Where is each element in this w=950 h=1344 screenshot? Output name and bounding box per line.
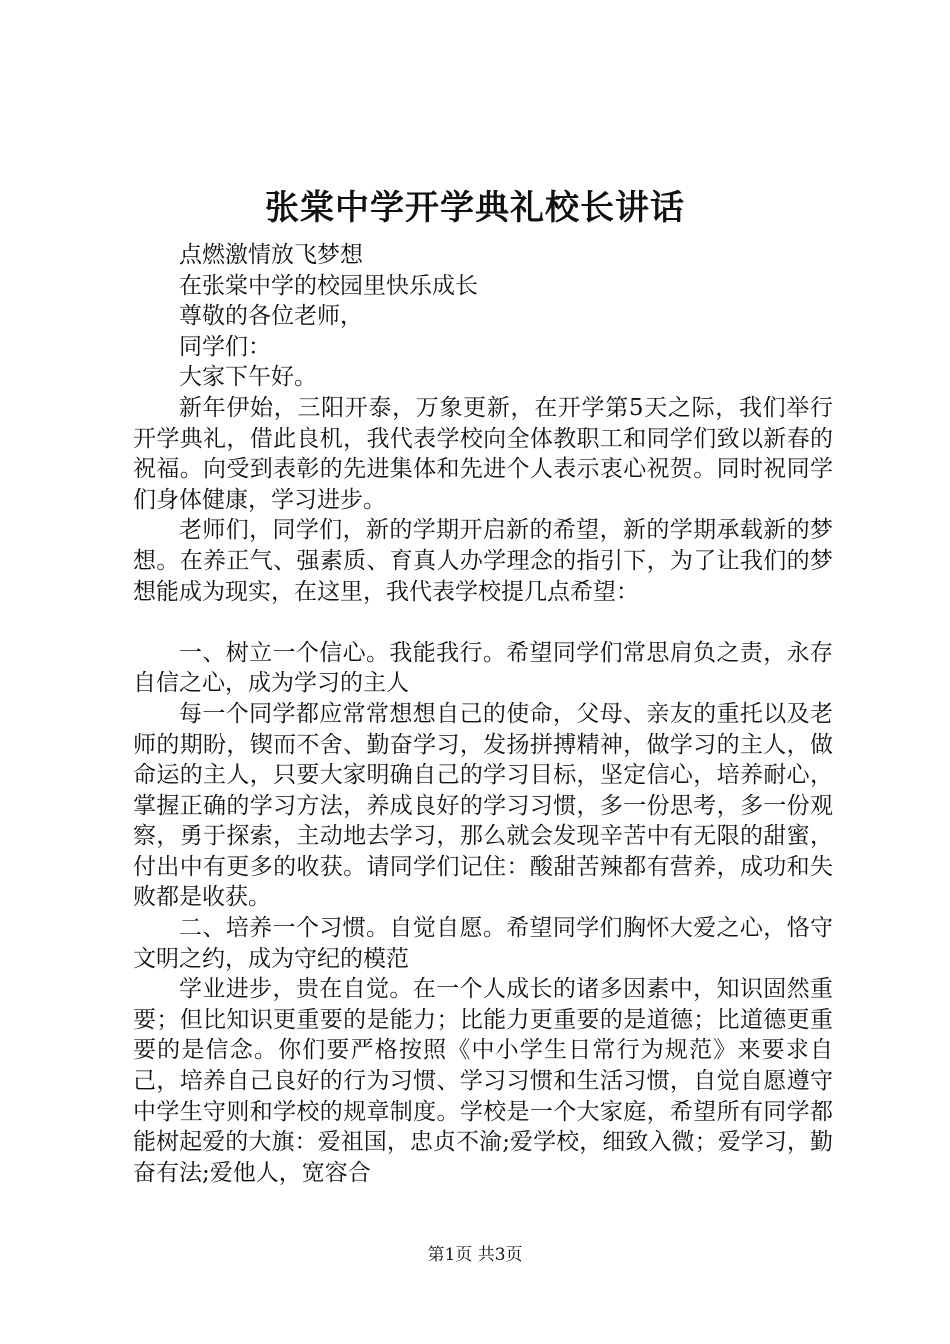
heading-point-two: 二、培养一个习惯。自觉自愿。希望同学们胸怀大爱之心，恪守文明之约，成为守纪的模范 bbox=[133, 915, 833, 972]
heading-point-one: 一、树立一个信心。我能我行。希望同学们常思肩负之责，永存自信之心，成为学习的主人 bbox=[133, 639, 833, 697]
page-number: 第1页 共3页 bbox=[427, 1245, 523, 1265]
paragraph-hopes-intro: 老师们，同学们，新的学期开启新的希望，新的学期承载新的梦想。在养正气、强素质、育真人办学理念的指引下，为了让我们的梦想能成为现实，在这里，我代表学校提几点希望： bbox=[133, 517, 833, 605]
subtitle-line-2: 在张棠中学的校园里快乐成长 bbox=[179, 272, 478, 299]
greeting: 大家下午好。 bbox=[179, 364, 317, 391]
document-body bbox=[133, 240, 833, 1188]
salutation-students: 同学们： bbox=[179, 333, 271, 360]
document-title: 张棠中学开学典礼校长讲话 bbox=[265, 188, 685, 228]
blank-line bbox=[133, 607, 833, 638]
paragraph-point-two: 学业进步，贵在自觉。在一个人成长的诸多因素中，知识固然重要；但比知识更重要的是能力；比能力更重要的是道德；比道德更重要的是信念。你们要严格按照《中小学生日常行为规范》来要求自己，培养自己良好的行为习惯、学习习惯和生活习惯，自觉自愿遵守中学生守则和学校的规章制度。学校是一个大家庭，希望所有同学都能树起爱的大旗：爱祖国，忠贞不渝;爱学校，细致入微；爱学习，勤奋有法;爱他人，宽容合 bbox=[133, 976, 833, 1186]
paragraph-point-one: 每一个同学都应常常想想自己的使命，父母、亲友的重托以及老师的期盼，锲而不舍、勤奋学习，发扬拼搏精神，做学习的主人，做命运的主人，只要大家明确自己的学习目标，坚定信心，培养耐心，掌握正确的学习方法，养成良好的学习习惯，多一份思考，多一份观察，勇于探索，主动地去学习，那么就会发现辛苦中有无限的甜蜜，付出中有更多的收获。请同学们记住：酸甜苦辣都有营养，成功和失败都是收获。 bbox=[133, 700, 833, 911]
paragraph-new-year: 新年伊始，三阳开泰，万象更新，在开学第5天之际，我们举行开学典礼，借此良机，我代表学校向全体教职工和同学们致以新春的祝福。向受到表彰的先进集体和先进个人表示衷心祝贺。同时祝同学们身体健康，学习进步。 bbox=[133, 394, 833, 513]
salutation-teachers: 尊敬的各位老师， bbox=[179, 303, 363, 330]
subtitle-line-1: 点燃激情放飞梦想 bbox=[179, 242, 363, 268]
